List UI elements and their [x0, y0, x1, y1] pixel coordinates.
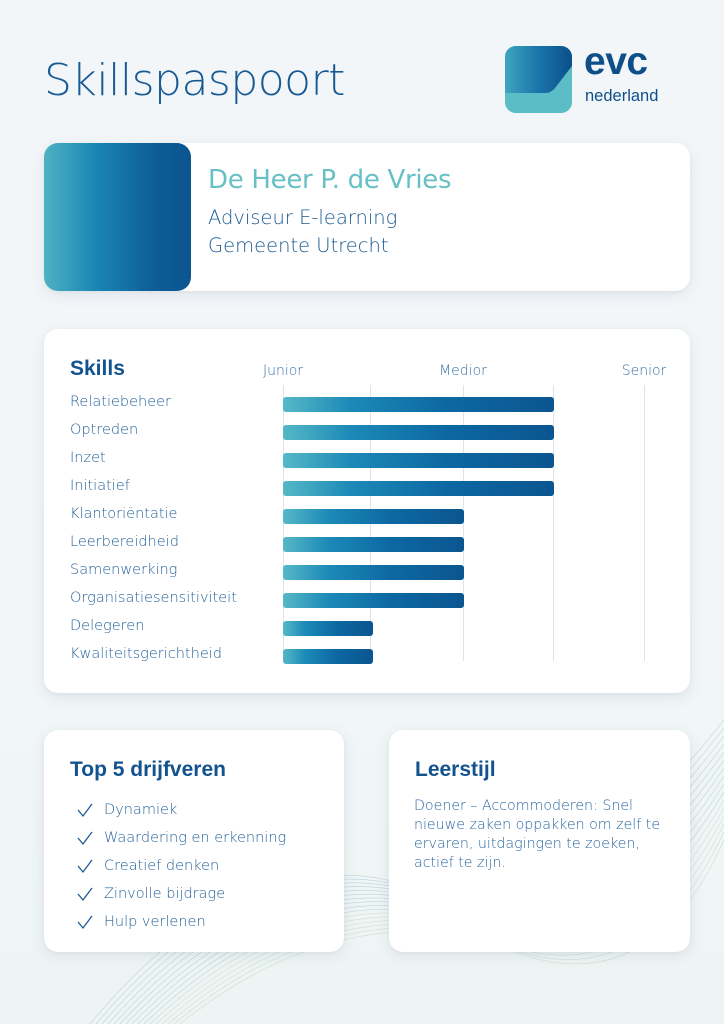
- checkmark-icon: [76, 829, 94, 847]
- driver-label: Creatief denken: [104, 858, 220, 874]
- level-label-medior: Medior: [439, 363, 487, 379]
- skill-label: Kwaliteitsgerichtheid: [70, 646, 222, 662]
- checkmark-icon: [76, 801, 94, 819]
- learning-style-card: [389, 730, 690, 952]
- driver-label: Hulp verlenen: [104, 914, 206, 930]
- list-item: [76, 880, 286, 908]
- logo-mark-icon: [505, 46, 572, 113]
- skill-label: Delegeren: [70, 618, 145, 634]
- driver-label: Waardering en erkenning: [104, 830, 287, 846]
- driver-label: Dynamiek: [104, 802, 178, 818]
- skill-label: Optreden: [70, 422, 139, 438]
- list-item: [76, 824, 286, 852]
- profile-role: Adviseur E-learning: [208, 206, 398, 229]
- checkmark-icon: [76, 857, 94, 875]
- skill-label: Initiatief: [70, 478, 130, 494]
- skill-bar: [283, 537, 464, 552]
- skill-label: Leerbereidheid: [70, 534, 179, 550]
- level-label-junior: Junior: [262, 363, 304, 379]
- list-item: [76, 852, 286, 880]
- page-title: Skillspaspoort: [44, 55, 345, 106]
- learning-style-title: Leerstijl: [415, 758, 496, 781]
- skills-card: [44, 329, 690, 693]
- skill-bar: [283, 481, 554, 496]
- learning-style-text: Doener – Accommoderen: Snel nieuwe zaken oppakken om zelf te ervaren, uitdagingen te zoeken, actief te zijn.: [414, 798, 661, 871]
- level-label-senior: Senior: [621, 363, 667, 379]
- profile-organization: Gemeente Utrecht: [208, 234, 389, 257]
- skill-bar: [283, 621, 373, 636]
- skill-bar: [283, 453, 554, 468]
- skill-bar: [283, 649, 373, 664]
- driver-label: Zinvolle bijdrage: [104, 886, 226, 902]
- checkmark-icon: [76, 885, 94, 903]
- skill-bar: [283, 425, 554, 440]
- logo-text: evc: [584, 40, 648, 83]
- skill-row: [44, 418, 690, 446]
- skill-row: [44, 586, 690, 614]
- skill-row: [44, 614, 690, 642]
- drivers-card: [44, 730, 344, 952]
- list-item: [76, 796, 286, 824]
- evc-logo: [505, 40, 675, 114]
- drivers-title: Top 5 drijfveren: [70, 758, 226, 781]
- profile-card: [44, 143, 690, 291]
- profile-accent-block: [44, 143, 191, 291]
- skill-label: Relatiebeheer: [70, 394, 172, 410]
- skill-row: [44, 502, 690, 530]
- skill-bar: [283, 397, 554, 412]
- skill-row: [44, 474, 690, 502]
- skill-label: Inzet: [70, 450, 106, 466]
- logo-subtext: nederland: [585, 87, 659, 105]
- skills-title: Skills: [70, 357, 125, 380]
- skill-row: [44, 530, 690, 558]
- skill-row: [44, 642, 690, 670]
- drivers-list: [76, 796, 286, 936]
- list-item: [76, 908, 286, 936]
- skill-row: [44, 558, 690, 586]
- skill-label: Organisatiesensitiviteit: [70, 590, 237, 606]
- skill-label: Samenwerking: [70, 562, 178, 578]
- skill-bar: [283, 593, 464, 608]
- skill-bar: [283, 509, 464, 524]
- skill-row: [44, 446, 690, 474]
- profile-name: De Heer P. de Vries: [208, 165, 452, 195]
- checkmark-icon: [76, 913, 94, 931]
- skill-bar: [283, 565, 464, 580]
- skill-row: [44, 390, 690, 418]
- skill-label: Klantoriëntatie: [70, 506, 178, 522]
